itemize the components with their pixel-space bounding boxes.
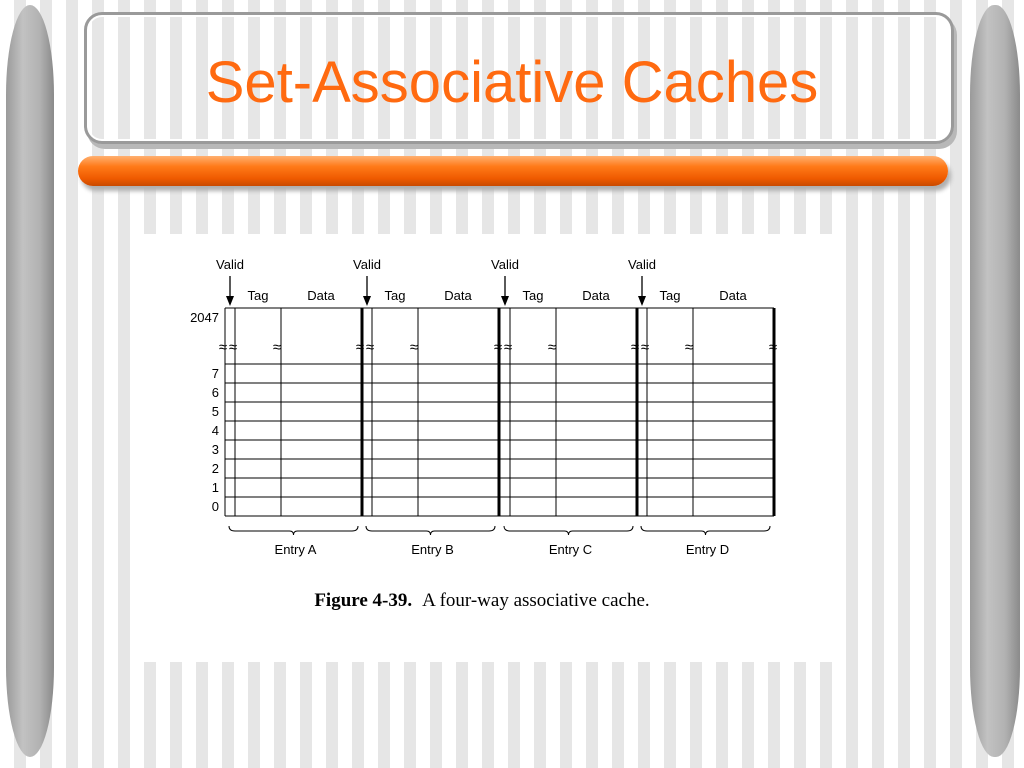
data-label: Data: [719, 288, 747, 303]
entry-label: Entry C: [548, 542, 593, 557]
tag-label: Tag: [522, 288, 544, 303]
slide-title: Set-Associative Caches: [205, 50, 819, 115]
row-label: 4: [211, 423, 219, 438]
data-label: Data: [307, 288, 335, 303]
row-label: 2047: [190, 310, 219, 325]
row-label: 1: [211, 480, 219, 495]
break-mark: ≈: [218, 339, 228, 356]
entry-brace: [504, 526, 633, 535]
tag-label: Tag: [659, 288, 681, 303]
valid-label: Valid: [353, 257, 381, 272]
break-mark: ≈: [365, 339, 375, 356]
break-mark: ≈: [630, 339, 640, 356]
break-mark: ≈: [228, 339, 238, 356]
valid-arrow-head: [501, 296, 509, 306]
entry-brace: [229, 526, 358, 535]
row-label: 7: [211, 366, 219, 381]
data-label: Data: [444, 288, 472, 303]
break-mark: ≈: [493, 339, 503, 356]
orange-divider-bar: [78, 156, 948, 186]
entry-brace: [366, 526, 495, 535]
tag-label: Tag: [247, 288, 269, 303]
entry-label: Entry D: [685, 542, 730, 557]
break-mark: ≈: [503, 339, 513, 356]
entry-label: Entry A: [274, 542, 317, 557]
valid-arrow-head: [363, 296, 371, 306]
row-label: 6: [211, 385, 219, 400]
data-label: Data: [582, 288, 610, 303]
tag-label: Tag: [384, 288, 406, 303]
valid-label: Valid: [491, 257, 519, 272]
row-label: 2: [211, 461, 219, 476]
entry-brace: [641, 526, 770, 535]
entry-label: Entry B: [411, 542, 454, 557]
row-label: 3: [211, 442, 219, 457]
valid-label: Valid: [628, 257, 656, 272]
break-mark: ≈: [640, 339, 650, 356]
break-mark: ≈: [272, 339, 282, 356]
row-label: 5: [211, 404, 219, 419]
figure-caption: [141, 590, 823, 612]
break-mark: ≈: [768, 339, 778, 356]
break-mark: ≈: [409, 339, 419, 356]
valid-label: Valid: [216, 257, 244, 272]
break-mark: ≈: [355, 339, 365, 356]
valid-arrow-head: [638, 296, 646, 306]
figure-caption-text: A four-way associative cache.: [422, 590, 650, 611]
row-label: 0: [211, 499, 219, 514]
break-mark: ≈: [547, 339, 557, 356]
figure-panel: [141, 234, 838, 662]
valid-arrow-head: [226, 296, 234, 306]
break-mark: ≈: [684, 339, 694, 356]
figure-number: Figure 4-39.: [314, 590, 413, 611]
